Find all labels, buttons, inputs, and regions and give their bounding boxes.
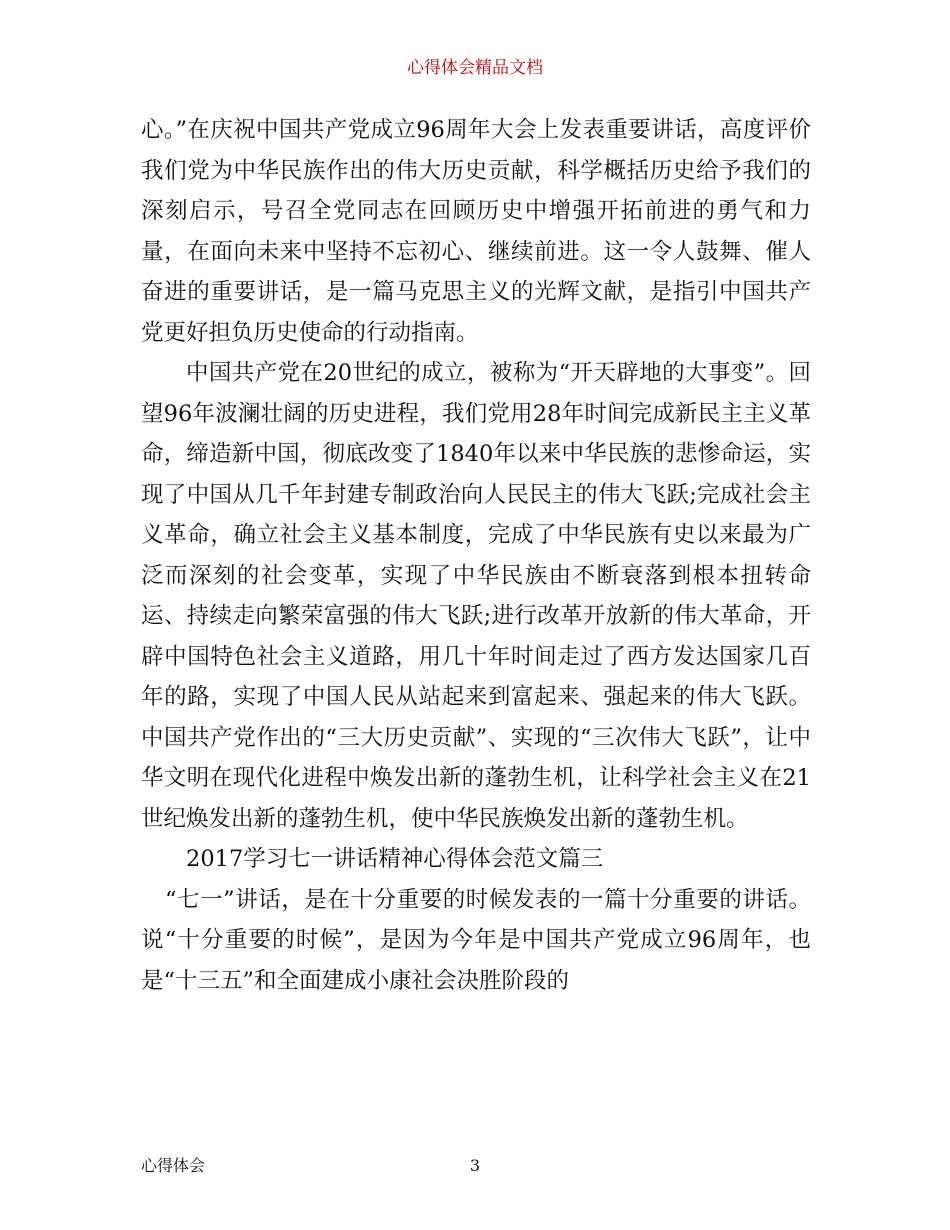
- paragraph-speech: “七一”讲话，是在十分重要的时候发表的一篇十分重要的讲话。说“十分重要的时候”，是因为今年是中国共产党成立96周年，也是“十三五”和全面建成小康社会决胜阶段的: [141, 886, 811, 994]
- page-number: 3: [469, 1156, 481, 1175]
- paragraph-continuation: 心。”在庆祝中国共产党成立96周年大会上发表重要讲话，高度评价我们党为中华民族作出的伟大历史贡献，科学概括历史给予我们的深刻启示，号召全党同志在回顾历史中增强开拓前进的勇气和力量，在面向未来中坚持不忘初心、继续前进。这一令人鼓舞、催人奋进的重要讲话，是一篇马克思主义的光辉文献，是指引中国共产党更好担负历史使命的行动指南。: [141, 117, 811, 346]
- page-header-title: 心得体会精品文档: [407, 58, 543, 78]
- paragraph-history: 中国共产党在20世纪的成立，被称为“开天辟地的大事变”。回望96年波澜壮阔的历史进程，我们党用28年时间完成新民主主义革命，缔造新中国，彻底改变了1840年以来中华民族的悲惨命运，实现了中国从几千年封建专制政治向人民民主的伟大飞跃;完成社会主义革命，确立社会主义基本制度，完成了中华民族有史以来最为广泛而深刻的社会变革，实现了中华民族由不断衰落到根本扭转命运、持续走向繁荣富强的伟大飞跃;进行改革开放新的伟大革命，开辟中国特色社会主义道路，用几十年时间走过了西方发达国家几百年的路，实现了中国人民从站起来到富起来、强起来的伟大飞跃。中国共产党作出的“三大历史贡献”、实现的“三次伟大飞跃”，让中华文明在现代化进程中焕发出新的蓬勃生机，让科学社会主义在21世纪焕发出新的蓬勃生机，使中华民族焕发出新的蓬勃生机。: [141, 360, 811, 832]
- document-body: [141, 110, 811, 1001]
- section-heading: 2017学习七一讲话精神心得体会范文篇三: [186, 846, 604, 872]
- footer-label: 心得体会: [141, 1156, 206, 1175]
